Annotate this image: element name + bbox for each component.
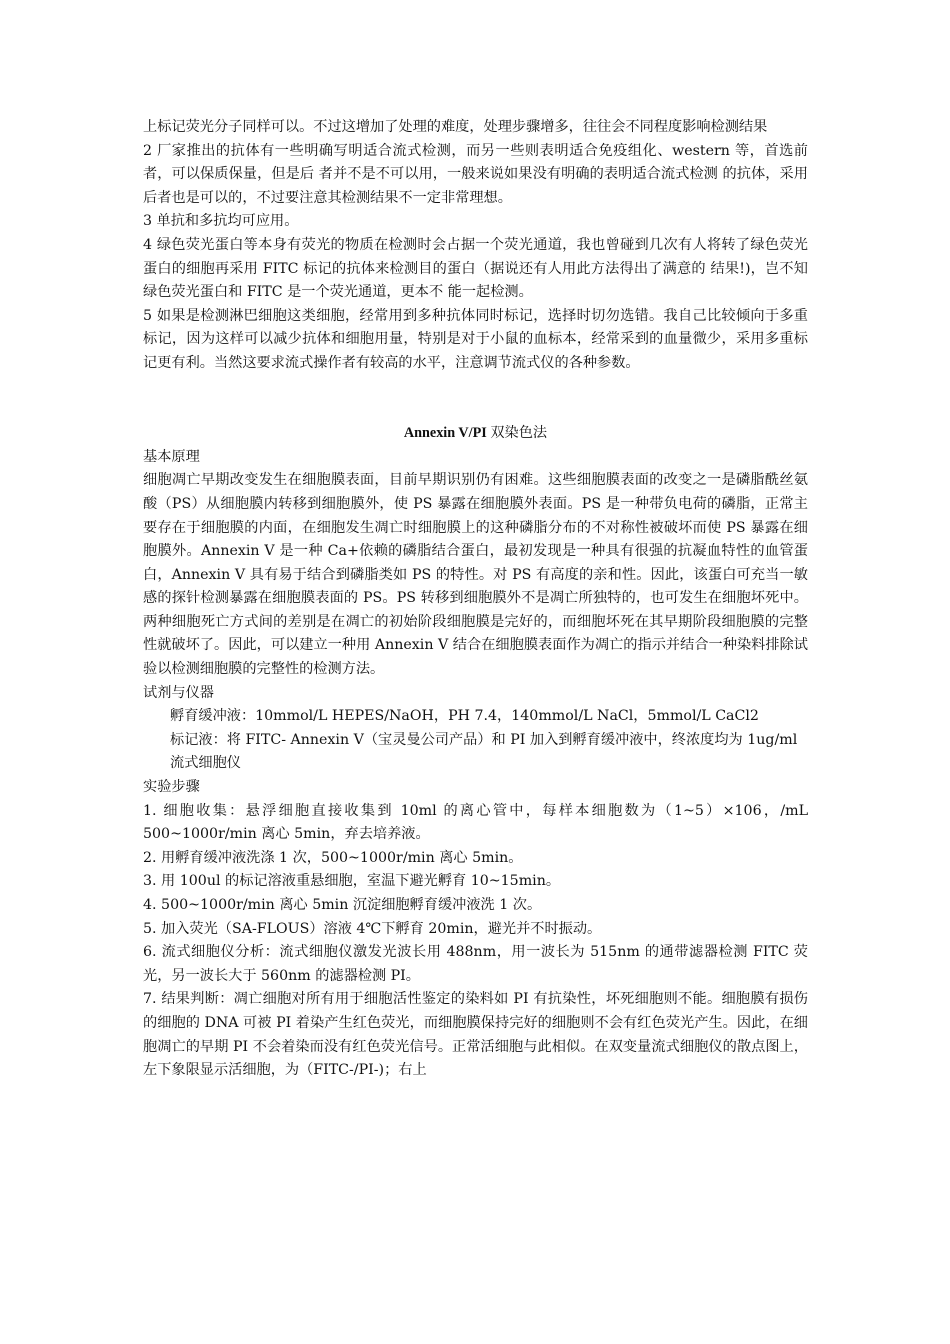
reagent-label-solution: 标记液：将 FITC- Annexin V（宝灵曼公司产品）和 PI 加入到孵育缓冲液中，终浓度均为 1ug/ml [170,731,798,748]
step-2: 2. 用孵育缓冲液洗涤 1 次，500~1000r/min 离心 5min。 [143,849,523,866]
step-1: 1. 细胞收集：悬浮细胞直接收集到 10ml 的离心管中，每样本细胞数为（1~5）×106，/mL 500~1000r/min 离心 5min，弃去培养液。 [143,802,808,843]
section-title [143,422,808,446]
principle-heading: 基本原理 [143,448,200,465]
paragraph-item-4: 4 绿色荧光蛋白等本身有荧光的物质在检测时会占据一个荧光通道，我也曾碰到几次有人将转了绿色荧光蛋白的细胞再采用 FITC 标记的抗体来检测目的蛋白（据说还有人用此方法得出了满意的 结果!)，岂不知绿色荧光蛋白和 FITC 是一个荧光通道，更本不 能一起检测。 [143,236,808,301]
step-3: 3. 用 100ul 的标记溶液重悬细胞，室温下避光孵育 10~15min。 [143,873,561,890]
paragraph-item-3: 3 单抗和多抗均可应用。 [143,213,299,230]
blank-line [143,376,808,400]
step-5: 5. 加入荧光（SA-FLOUS）溶液 4℃下孵育 20min，避光并不时振动。 [143,920,602,937]
section-title-cn: 双染色法 [486,425,548,442]
paragraph-item-5: 5 如果是检测淋巴细胞这类细胞，经常用到多种抗体同时标记，选择时切勿选错。我自己比较倾向于多重标记，因为这样可以减少抗体和细胞用量，特别是对于小鼠的血标本，经常采到的血量微少，采用多重标记更有利。当然这要求流式操作者有较高的水平，注意调节流式仪的各种参数。 [143,307,808,371]
step-7: 7. 结果判断：凋亡细胞对所有用于细胞活性鉴定的染料如 PI 有抗染性，坏死细胞则不能。细胞膜有损伤的细胞的 DNA 可被 PI 着染产生红色荧光，而细胞膜保持完好的细胞则不会有红色荧光产生。因此，在细胞凋亡的早期 PI 不会着染而没有红色荧光信号。正常活细胞与此相似。在双变量流式细胞仪的散点图上，左下象限显示活细胞，为（FITC-/PI-)；右上 [143,991,808,1079]
paragraph-continuation: 上标记荧光分子同样可以。不过这增加了处理的难度，处理步骤增多，往往会不同程度影响检测结果 [143,119,768,135]
reagent-buffer: 孵育缓冲液：10mmol/L HEPES/NaOH，PH 7.4，140mmol/L NaCl，5mmol/L CaCl2 [170,708,759,725]
section-title-en: Annexin V/PI [403,425,487,442]
step-4: 4. 500~1000r/min 离心 5min 沉淀细胞孵育缓冲液洗 1 次。 [143,897,542,913]
steps-heading: 实验步骤 [143,779,200,796]
reagents-heading: 试剂与仪器 [143,684,214,701]
principle-paragraph: 细胞凋亡早期改变发生在细胞膜表面，目前早期识别仍有困难。这些细胞膜表面的改变之一是磷脂酰丝氨酸（PS）从细胞膜内转移到细胞膜外，使 PS 暴露在细胞膜外表面。PS 是一种带负电荷的磷脂，正常主要存在于细胞膜的内面，在细胞发生凋亡时细胞膜上的这种磷脂分布的不对称性被破坏而使 PS 暴露在细胞膜外。Annexin V 是一种 Ca+依赖的磷脂结合蛋白，最初发现是一种具有很强的抗凝血特性的血管蛋白，Annexin V 具有易于结合到磷脂类如 PS 的特性。对 PS 有高度的亲和性。因此，该蛋白可充当一敏感的探针检测暴露在细胞膜表面的 PS。PS 转移到细胞膜外不是凋亡所独特的，也可发生在细胞坏死中。两种细胞死亡方式间的差别是在凋亡的初始阶段细胞膜是完好的，而细胞坏死在其早期阶段细胞膜的完整性就破坏了。因此，可以建立一种用 Annexin V 结合在细胞膜表面作为凋亡的指示并结合一种染料排除试验以检测细胞膜的完整性的检测方法。 [143,472,808,678]
paragraph-item-2: 2 厂家推出的抗体有一些明确写明适合流式检测，而另一些则表明适合免疫组化、western 等，首选前者，可以保质保量，但是后 者并不是不可以用，一般来说如果没有明确的表明适合流式检测 的抗体，采用后者也是可以的，不过要注意其检测结果不一定非常理想。 [143,142,808,206]
document-page [143,116,808,1083]
reagent-instrument: 流式细胞仪 [170,755,241,772]
step-6: 6. 流式细胞仪分析：流式细胞仪激发光波长用 488nm，用一波长为 515nm 的通带滤器检测 FITC 荧光，另一波长大于 560nm 的滤器检测 PI。 [143,944,808,984]
